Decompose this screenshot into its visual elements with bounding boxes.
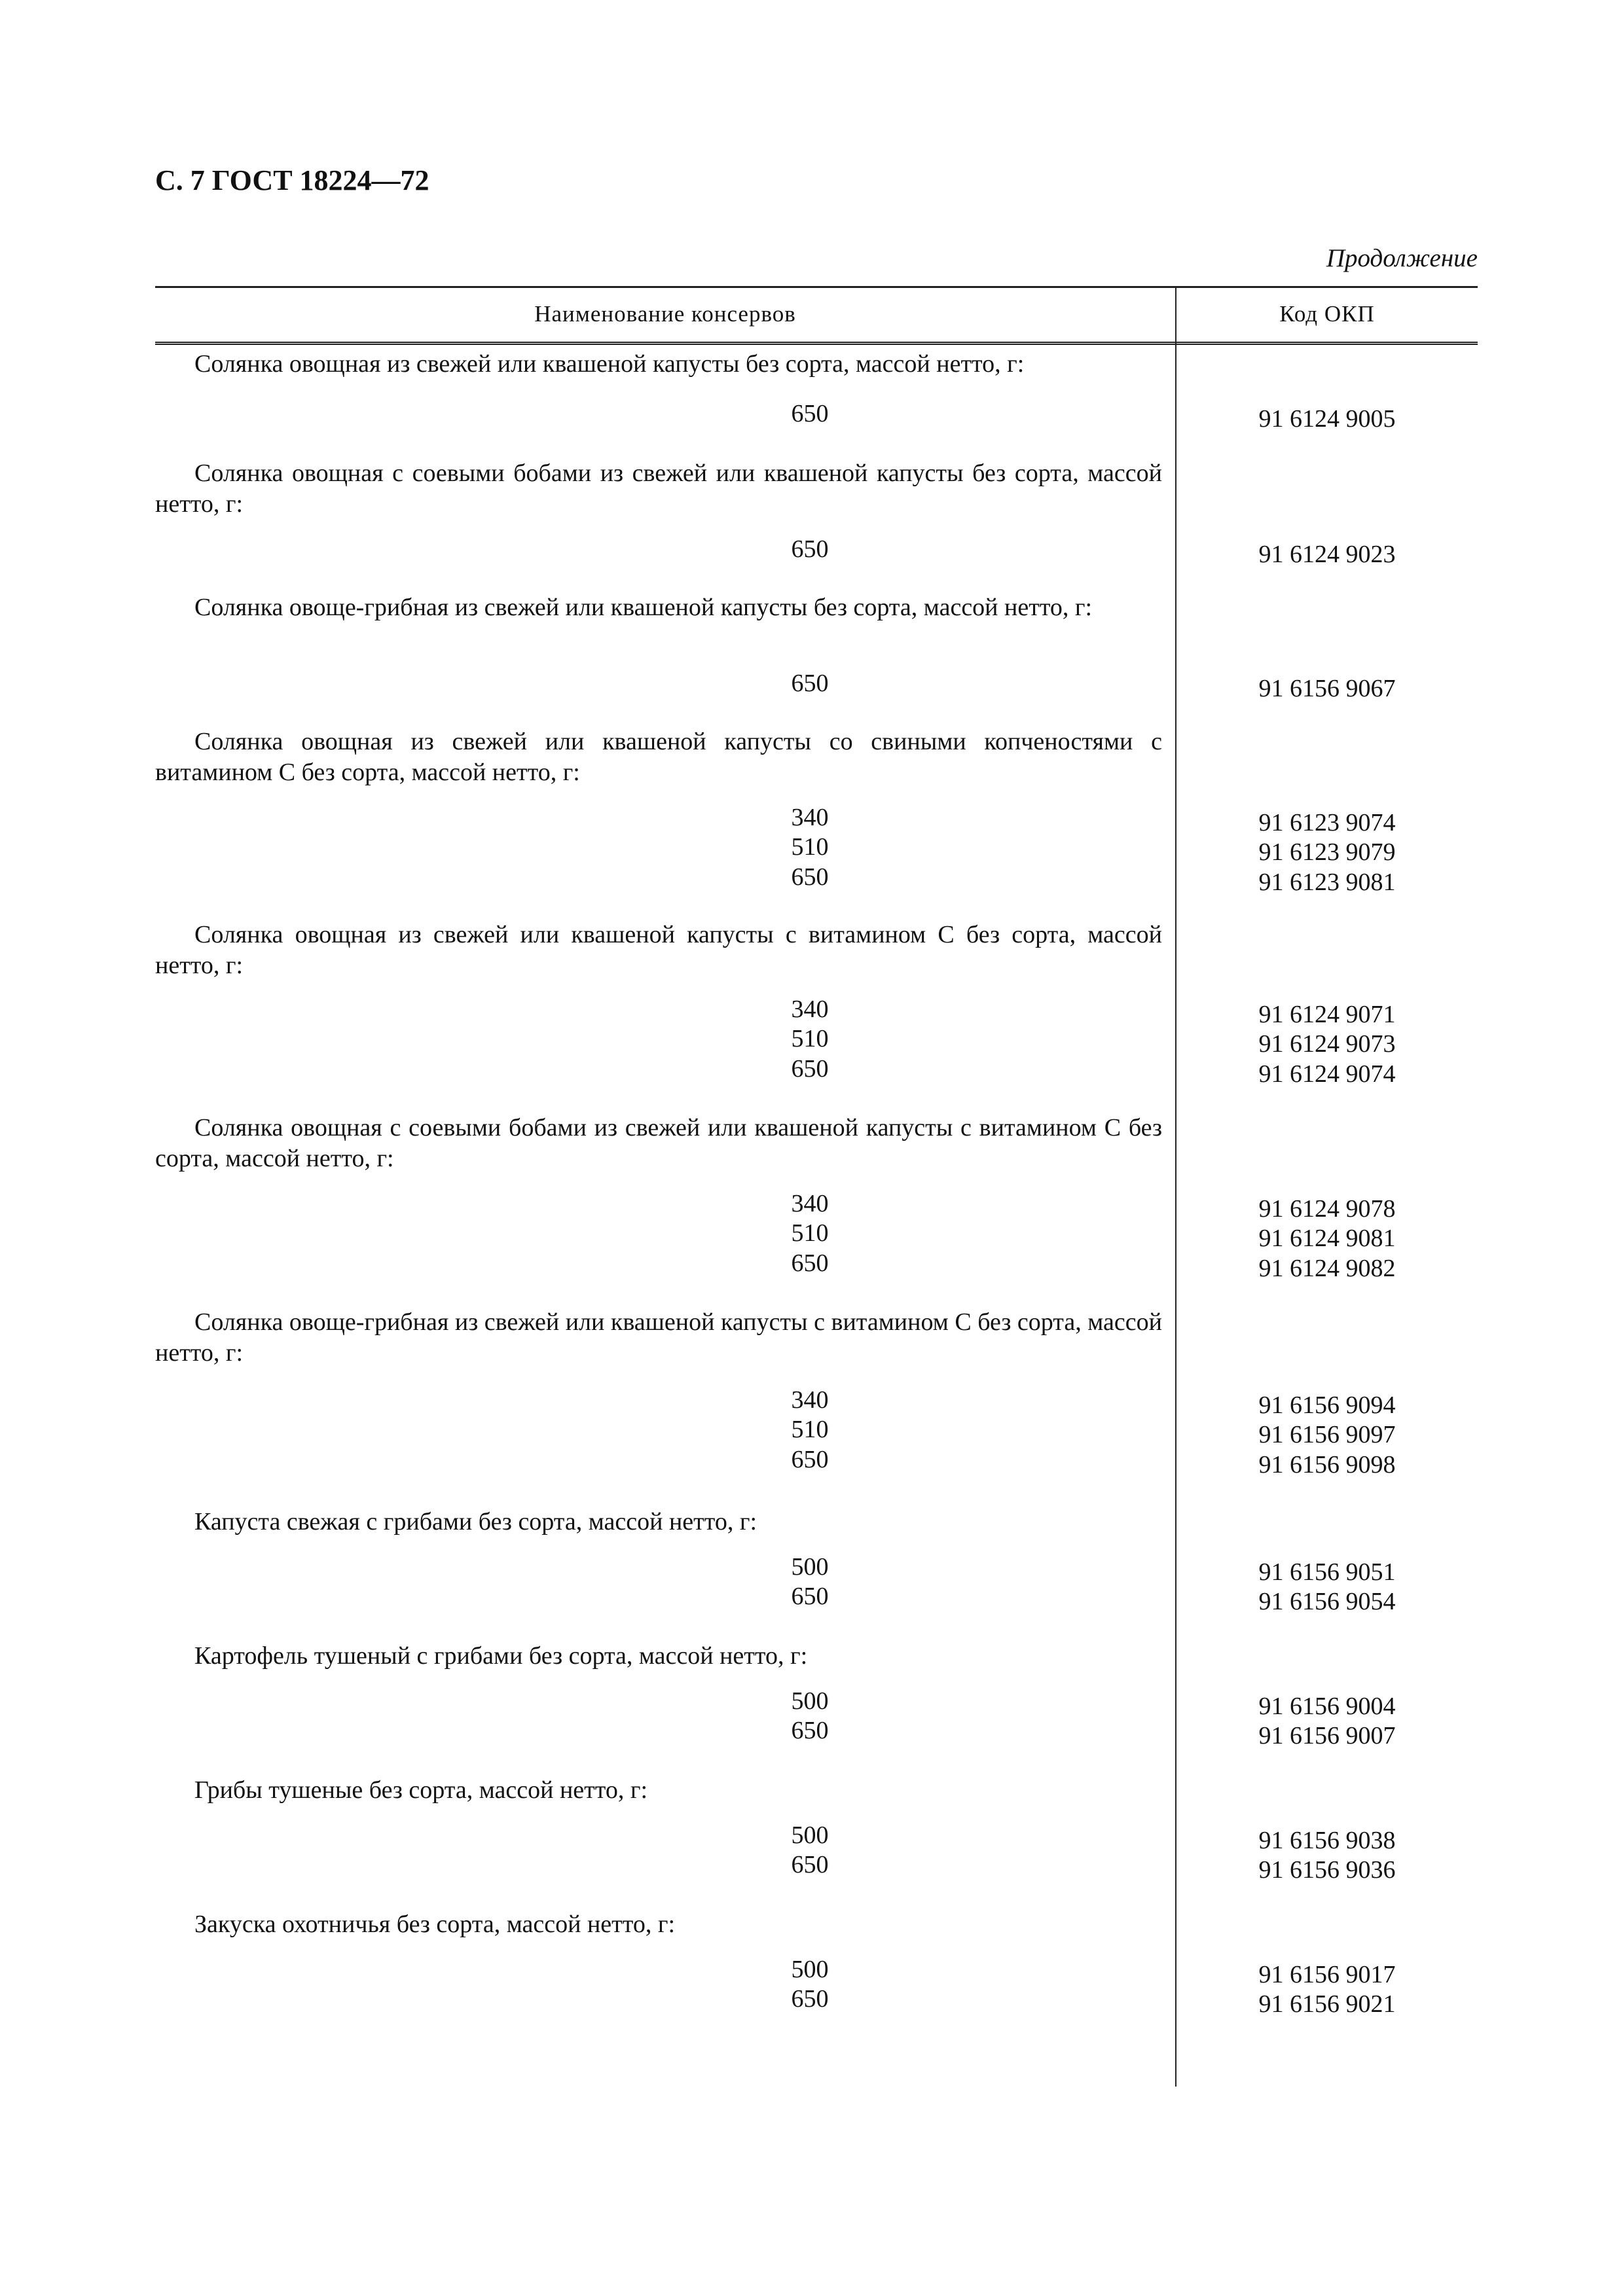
net-mass-cell: 650 xyxy=(791,1851,829,1878)
products-table xyxy=(155,286,1478,2087)
okp-code-cell: 91 6123 9079 xyxy=(1258,838,1396,866)
net-mass-cell: 510 xyxy=(791,833,829,861)
okp-code-cell: 91 6124 9071 xyxy=(1258,1001,1396,1028)
net-mass-cell: 650 xyxy=(791,1985,829,2013)
section-title: Солянка овощная из свежей или квашеной капусты без сорта, массой нетто, г: xyxy=(194,350,1025,378)
net-mass-cell: 650 xyxy=(791,1055,829,1083)
okp-code-cell: 91 6156 9017 xyxy=(1258,1961,1396,1988)
net-mass-cell: 510 xyxy=(791,1416,829,1443)
okp-code-cell: 91 6156 9094 xyxy=(1258,1391,1396,1419)
net-mass-cell: 650 xyxy=(791,535,829,563)
okp-code-cell: 91 6124 9078 xyxy=(1258,1195,1396,1223)
section-title: Капуста свежая с грибами без сорта, массой нетто, г: xyxy=(194,1508,757,1535)
net-mass-cell: 650 xyxy=(791,400,829,427)
section-title: Картофель тушеный с грибами без сорта, массой нетто, г: xyxy=(194,1642,808,1670)
net-mass-cell: 340 xyxy=(791,1190,829,1217)
okp-code-cell: 91 6124 9082 xyxy=(1258,1255,1396,1282)
table-header-row xyxy=(155,288,1478,345)
okp-code-cell: 91 6124 9023 xyxy=(1258,541,1396,568)
okp-code-cell: 91 6156 9007 xyxy=(1258,1722,1396,1749)
okp-code-cell: 91 6124 9073 xyxy=(1258,1030,1396,1058)
continuation-label: Продолжение xyxy=(1326,244,1478,272)
net-mass-cell: 500 xyxy=(791,1553,829,1581)
net-mass-cell: 340 xyxy=(791,996,829,1023)
net-mass-cell: 510 xyxy=(791,1219,829,1247)
okp-code-cell: 91 6156 9051 xyxy=(1258,1558,1396,1586)
net-mass-cell: 650 xyxy=(791,1446,829,1473)
okp-code-cell: 91 6156 9097 xyxy=(1258,1421,1396,1448)
net-mass-cell: 500 xyxy=(791,1687,829,1715)
section-title: Грибы тушеные без сорта, массой нетто, г: xyxy=(194,1776,647,1804)
section-title: Закуска охотничья без сорта, массой нетто, г: xyxy=(194,1910,676,1938)
okp-code-cell: 91 6124 9005 xyxy=(1258,405,1396,433)
net-mass-cell: 510 xyxy=(791,1025,829,1052)
net-mass-cell: 650 xyxy=(791,1249,829,1277)
okp-code-cell: 91 6156 9038 xyxy=(1258,1827,1396,1854)
okp-code-cell: 91 6156 9054 xyxy=(1258,1588,1396,1615)
section-title: Солянка овощная с соевыми бобами из свежей или квашеной капусты без сорта, массой нетто, г: xyxy=(155,459,1162,518)
section-title: Солянка овоще-грибная из свежей или квашеной капусты с витамином С без сорта, массой нетто, г: xyxy=(155,1308,1162,1367)
header-code-cell: Код ОКП xyxy=(1279,301,1375,327)
okp-code-cell: 91 6156 9067 xyxy=(1258,675,1396,702)
net-mass-cell: 500 xyxy=(791,1821,829,1849)
net-mass-cell: 650 xyxy=(791,1583,829,1610)
net-mass-cell: 340 xyxy=(791,804,829,831)
okp-code-cell: 91 6156 9036 xyxy=(1258,1856,1396,1884)
header-name-cell: Наименование консервов xyxy=(534,301,796,327)
net-mass-cell: 650 xyxy=(791,670,829,697)
page-header: С. 7 ГОСТ 18224—72 xyxy=(155,164,429,196)
okp-code-cell: 91 6156 9021 xyxy=(1258,1990,1396,2018)
okp-code-cell: 91 6124 9074 xyxy=(1258,1060,1396,1088)
section-title: Солянка овощная из свежей или квашеной капусты с витамином С без сорта, массой нетто, г: xyxy=(155,921,1162,979)
net-mass-cell: 500 xyxy=(791,1956,829,1983)
net-mass-cell: 650 xyxy=(791,863,829,891)
okp-code-cell: 91 6156 9004 xyxy=(1258,1693,1396,1720)
okp-code-cell: 91 6156 9098 xyxy=(1258,1451,1396,1479)
net-mass-cell: 340 xyxy=(791,1386,829,1414)
section-title: Солянка овоще-грибная из свежей или квашеной капусты без сорта, массой нетто, г: xyxy=(194,594,1093,621)
net-mass-cell: 650 xyxy=(791,1717,829,1744)
section-title: Солянка овощная из свежей или квашеной капусты со свиными копченостями с витамином С без сорта, массой нетто, г: xyxy=(155,728,1162,786)
okp-code-cell: 91 6124 9081 xyxy=(1258,1225,1396,1252)
okp-code-cell: 91 6123 9074 xyxy=(1258,809,1396,836)
section-title: Солянка овощная с соевыми бобами из свежей или квашеной капусты с витамином С без сорта, массой нетто, г: xyxy=(155,1114,1162,1172)
okp-code-cell: 91 6123 9081 xyxy=(1258,869,1396,896)
